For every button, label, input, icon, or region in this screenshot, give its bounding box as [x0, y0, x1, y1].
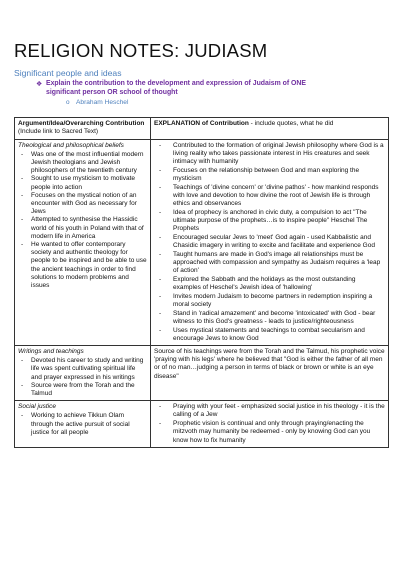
row-right-text: Source of his teachings were from the Torah and the Talmud, his prophetic voice 'praying with his legs' where he believed that "God is either the father of all men or of no man…judging a person in terms of black or brown or white is an eye disease": [154, 347, 385, 380]
list-item: - Idea of prophecy is anchored in civic duty, a compulsion to act "The ultimate purpose of the prophets…is to inspire people" Heschel The Prophets: [154, 209, 385, 234]
list-item: - Teachings of 'divine concern' or 'divine pathos' - how mankind responds with love and devotion to how divine the root of Jewish life is through ethics and observances: [154, 184, 385, 209]
list-item: - Source were from the Torah and the Talmud: [18, 382, 147, 398]
list-item: - Uses mystical statements and teachings to combat secularism and encourage Jews to know God: [154, 327, 385, 343]
header-left-title: Argument/Idea/Overarching Contribution: [18, 120, 145, 128]
list-item: - Prophetic vision is continual and only through praying/enacting the mitzvoth may humanity be redeemed - only by knowing God can you know how to fix humanity: [154, 420, 385, 445]
notes-table: [14, 117, 389, 448]
row-section-title: Theological and philosophical beliefs: [18, 141, 124, 149]
header-right-subtitle: - include quotes, what he did: [248, 120, 334, 128]
list-item: - Stand in 'radical amazement' and become 'intoxicated' with God - bear witness to this God's greatness - leads to justice/righteousness: [154, 310, 385, 326]
row-left-cell: [15, 345, 151, 400]
task-bullet: [36, 80, 388, 97]
page-title: RELIGION NOTES: JUDIASM: [14, 40, 268, 61]
sub-bullet-text: Abraham Heschel: [76, 99, 129, 107]
list-item: - Explored the Sabbath and the holidays as the most outstanding examples of Heschel's Jewish idea of 'hallowing': [154, 276, 385, 292]
list-item: - Was one of the most influential modern Jewish theologians and Jewish philosophers of the twentieth century: [18, 151, 147, 176]
row-left-cell: [15, 139, 151, 345]
circle-bullet-icon: o: [66, 99, 70, 107]
section-subtitle: Significant people and ideas: [14, 68, 122, 78]
list-item: - Working to achieve Tikkun Olam through the active pursuit of social justice for all people: [18, 412, 147, 437]
table-header-row: [15, 118, 389, 139]
left-list: [18, 412, 147, 437]
table-row: [15, 345, 389, 400]
list-item: - Attempted to synthesise the Hassidic world of his youth in Poland with that of modern life in America: [18, 216, 147, 241]
sub-bullet: [66, 98, 388, 107]
list-item: - Devoted his career to study and writing life was spent cultivating spiritual life and prayer expressed in his writings: [18, 357, 147, 382]
list-item: - Focuses on the relationship between God and man exploring the mysticism: [154, 167, 385, 183]
header-right: [151, 118, 389, 139]
list-item: - Sought to use mysticism to motivate people into action: [18, 175, 147, 191]
header-left: [15, 118, 151, 139]
table-row: [15, 401, 389, 448]
left-list: [18, 151, 147, 290]
list-item: - Focuses on the mystical notion of an encounter with God as necessary for Jews: [18, 192, 147, 217]
row-right-cell: [151, 401, 389, 448]
row-left-cell: [15, 401, 151, 448]
left-list: [18, 357, 147, 398]
right-list: [154, 403, 385, 445]
list-item: - Encouraged secular Jews to 'meet' God again - used Kabbalistic and Chasidic imagery in writing to excite and facilitate and experience God: [154, 234, 385, 250]
header-right-title: EXPLANATION of Contribution: [154, 120, 249, 128]
row-section-title: Social justice: [18, 403, 56, 411]
header-left-subtitle: (Include link to Sacred Text): [18, 128, 99, 136]
right-list: [154, 142, 385, 343]
row-right-cell: [151, 345, 389, 400]
list-item: - He wanted to offer contemporary society and authentic theology for people to be inspired and be able to use the ancient teachings in order to find solutions to modern problems and issues: [18, 241, 147, 290]
list-item: - Contributed to the formation of original Jewish philosophy where God is a living reality who takes passionate interest in His creatures and seek intimacy with humanity: [154, 142, 385, 167]
list-item: - Taught humans are made in God's image all relationships must be approached with compassion and sympathy as Judaism requires a 'leap of action': [154, 251, 385, 276]
row-right-cell: [151, 139, 389, 345]
diamond-bullet-icon: ❖: [36, 81, 43, 88]
row-section-title: Writings and teachings: [18, 347, 84, 355]
task-bullet-text: Explain the contribution to the development and expression of Judaism of ONE significant person OR school of thought: [46, 80, 306, 96]
list-item: - Invites modern Judaism to become partners in redemption inspiring a moral society: [154, 293, 385, 309]
list-item: - Praying with your feet - emphasized social justice in his theology - it is the calling of a Jew: [154, 403, 385, 419]
table-row: [15, 139, 389, 345]
